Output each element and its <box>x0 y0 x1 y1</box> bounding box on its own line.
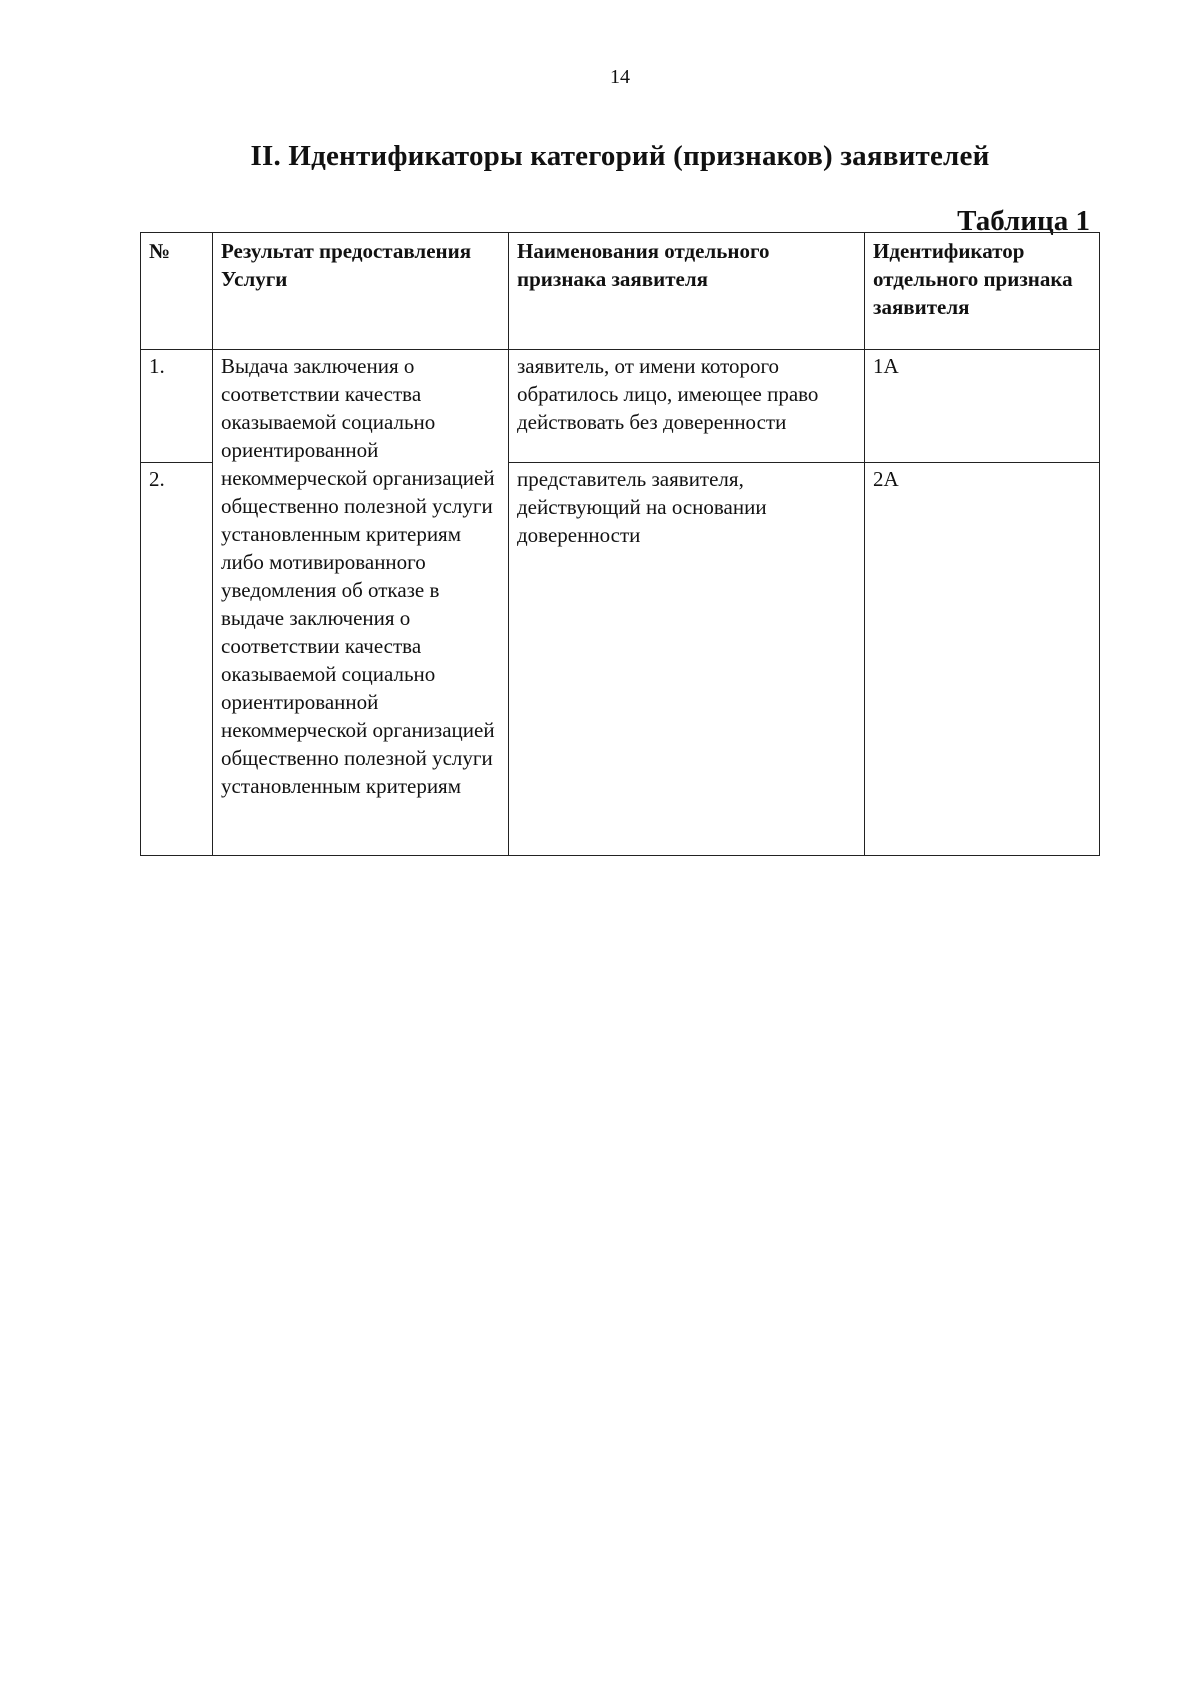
header-result: Результат предоставления Услуги <box>213 233 509 350</box>
feature-id-cell: 1А <box>865 350 1100 463</box>
header-number: № <box>141 233 213 350</box>
header-feature-id: Идентификатор отдельного признака заявителя <box>865 233 1100 350</box>
row-number: 1. <box>141 350 213 463</box>
identifiers-table <box>140 232 1100 856</box>
table-header-row <box>141 233 1100 350</box>
table-label: Таблица 1 <box>957 205 1090 237</box>
feature-name-cell: заявитель, от имени которого обратилось лицо, имеющее право действовать без доверенности <box>509 350 865 463</box>
feature-id-cell: 2А <box>865 463 1100 856</box>
feature-name-cell: представитель заявителя, действующий на основании доверенности <box>509 463 865 856</box>
section-title: II. Идентификаторы категорий (признаков) заявителей <box>250 140 990 172</box>
table-row <box>141 350 1100 463</box>
header-feature-name: Наименования отдельного признака заявителя <box>509 233 865 350</box>
row-number: 2. <box>141 463 213 856</box>
service-result-cell: Выдача заключения о соответствии качества оказываемой социально ориентированной некоммерческой организацией общественно полезной услуги установленным критериям либо мотивированного уведомления об отказе в выдаче заключения о соответствии качества оказываемой социально ориентированной некоммерческой организацией общественно полезной услуги установленным критериям <box>213 350 509 856</box>
page-number: 14 <box>610 66 630 88</box>
